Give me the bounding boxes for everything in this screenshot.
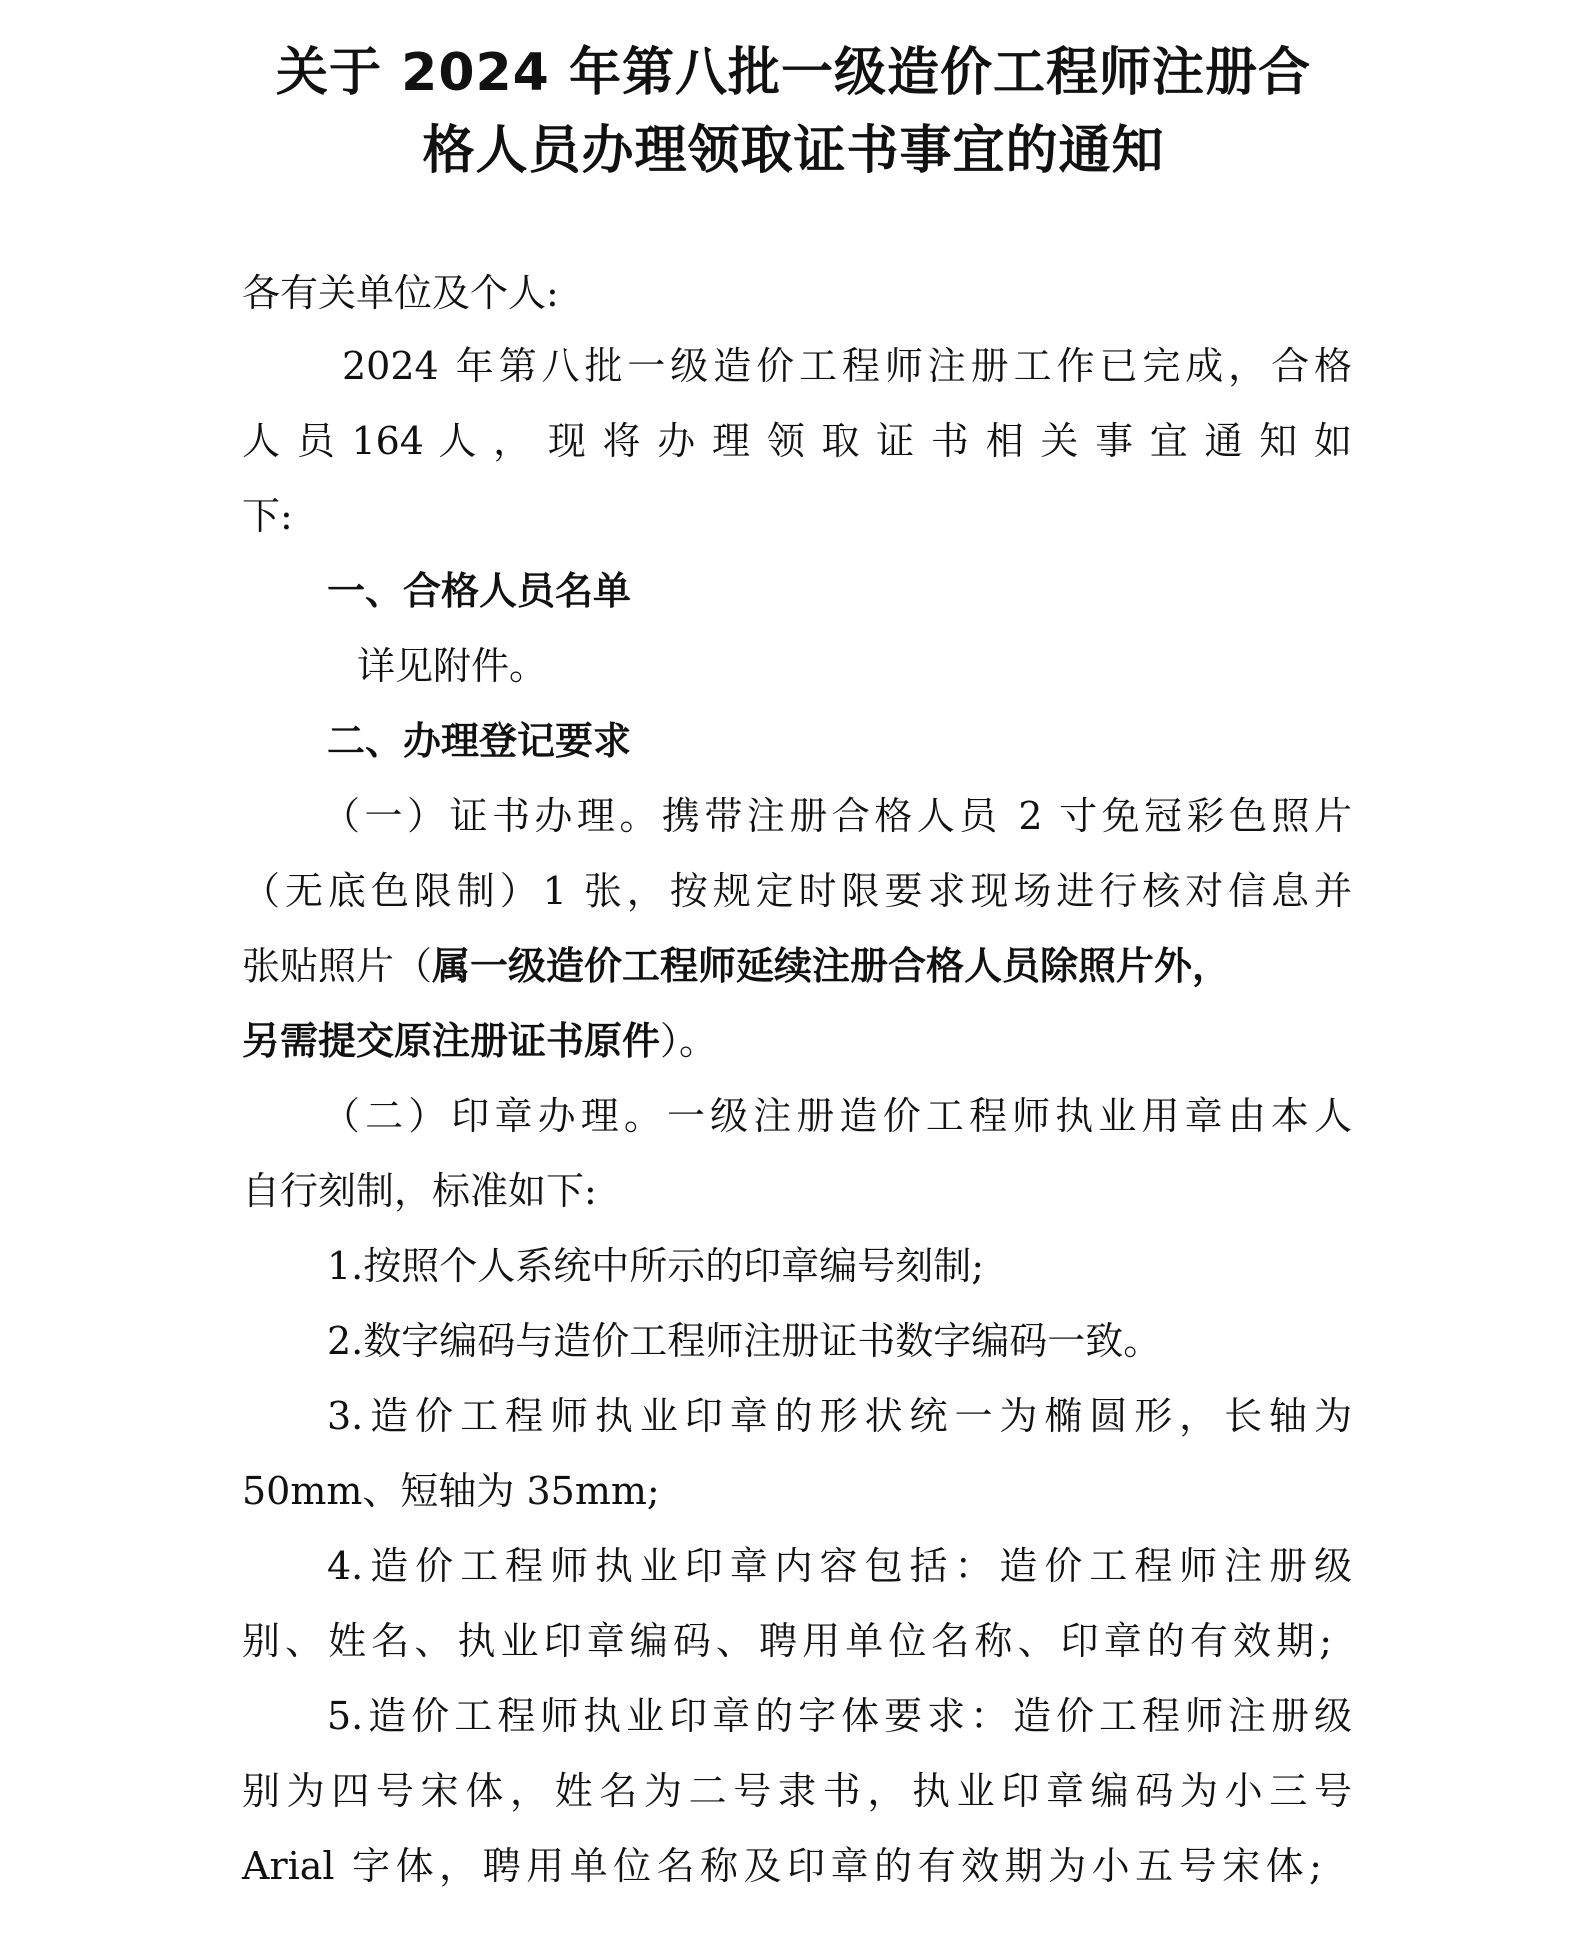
item-1-line-4 [242,1010,717,1065]
rule-5-line-2: 别为四号宋体，姓名为二号隶书，执业印章编码为小三号 [242,1769,1352,1813]
salutation: 各有关单位及个人: [242,271,559,315]
rule-2: 2.数字编码与造价工程师注册证书数字编码一致。 [327,1319,1162,1363]
intro-line-3: 下: [242,494,293,538]
rule-1: 1.按照个人系统中所示的印章编号刻制; [327,1244,985,1288]
section-1-text: 详见附件。 [357,644,548,688]
item-1-line-3-bold: 属一级造价工程师延续注册合格人员除照片外， [432,944,1231,988]
rule-4-line-2: 别、姓名、执业印章编码、聘用单位名称、印章的有效期; [242,1619,1332,1663]
intro-line-2: 人 员 164 人 ， 现 将 办 理 领 取 证 书 相 关 事 宜 通 知 如 [242,419,1352,463]
item-1-line-3 [242,935,1230,990]
rule-3-line-2: 50mm、短轴为 35mm; [242,1469,660,1513]
document-title-line-2: 格人员办理领取证书事宜的通知 [422,121,1165,181]
item-1-line-4-bold: 另需提交原注册证书原件 [242,1019,661,1063]
rule-5-line-3: Arial 字体，聘用单位名称及印章的有效期为小五号宋体; [242,1844,1322,1888]
rule-5-line-1: 5.造价工程师执业印章的字体要求：造价工程师注册级 [327,1694,1352,1738]
section-1-heading: 一、合格人员名单 [327,569,632,613]
rule-4-line-1: 4.造价工程师执业印章内容包括：造价工程师注册级 [327,1544,1352,1588]
section-2-heading: 二、办理登记要求 [327,719,632,763]
rule-3-line-1: 3.造价工程师执业印章的形状统一为椭圆形，长轴为 [327,1394,1352,1438]
intro-line-1: 2024 年第八批一级造价工程师注册工作已完成，合格 [342,344,1352,388]
item-1-line-2: （无底色限制）1 张，按规定时限要求现场进行核对信息并 [242,869,1352,913]
item-1-line-3-plain: 张贴照片（ [242,944,433,988]
item-1-line-1: （一）证书办理。携带注册合格人员 2 寸免冠彩色照片 [322,794,1352,838]
document-title-line-1: 关于 2024 年第八批一级造价工程师注册合 [276,43,1311,103]
item-1-line-4-plain: ）。 [660,1019,718,1063]
item-2-line-2: 自行刻制，标准如下: [242,1169,597,1213]
item-2-line-1: （二）印章办理。一级注册造价工程师执业用章由本人 [322,1094,1352,1138]
